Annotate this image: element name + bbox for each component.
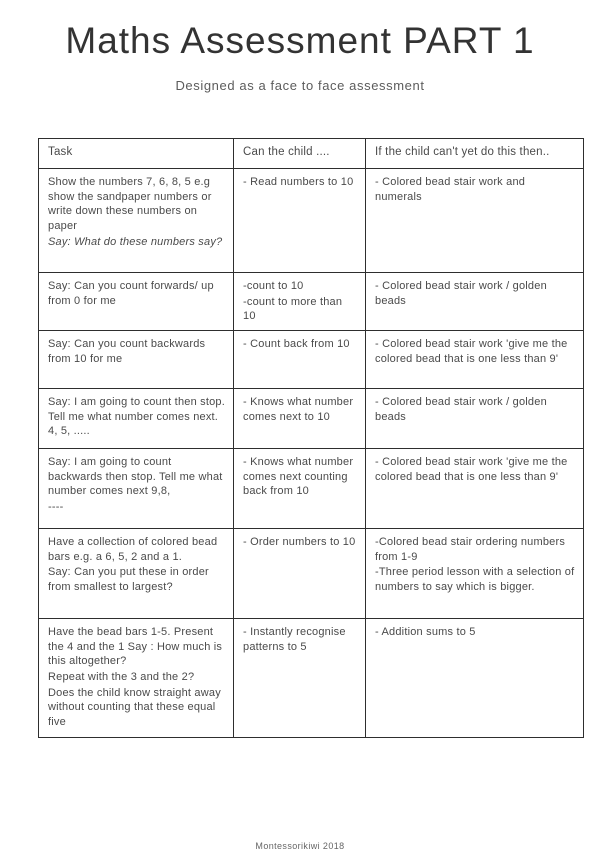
can-text: - Knows what number comes next counting back from 10: [243, 456, 354, 498]
task-say-text: Say: What do these numbers say?: [48, 235, 223, 248]
task-text: Say: Can you put these in order from smallest to largest?: [48, 566, 209, 593]
can-text: - Read numbers to 10: [243, 176, 354, 188]
then-text: - Colored bead stair work and numerals: [375, 176, 526, 203]
then-text: - Colored bead stair work / golden beads: [375, 280, 547, 307]
task-cell: [39, 273, 234, 331]
table-row: [39, 169, 584, 273]
can-cell: [234, 389, 366, 449]
then-cell: [366, 331, 584, 389]
header-can-the-child: Can the child ....: [234, 139, 366, 169]
then-text: - Colored bead stair work 'give me the colored bead that is one less than 9': [375, 456, 568, 483]
can-cell: [234, 169, 366, 273]
task-text: Does the child know straight away without counting that these equal five: [48, 686, 221, 728]
can-text: - Count back from 10: [243, 338, 350, 350]
can-cell: [234, 331, 366, 389]
can-text: - Order numbers to 10: [243, 536, 356, 548]
header-if-cant: If the child can't yet do this then..: [366, 139, 584, 169]
task-text: Show the numbers 7, 6, 8, 5 e.g show the sandpaper numbers or write down these numbers on paper: [48, 176, 212, 232]
table-row: [39, 449, 584, 529]
task-cell: [39, 449, 234, 529]
table-row: [39, 619, 584, 738]
then-text: - Colored bead stair work / golden beads: [375, 396, 547, 423]
can-cell: [234, 273, 366, 331]
can-cell: [234, 619, 366, 738]
task-text: Say: Can you count forwards/ up from 0 for me: [48, 280, 214, 307]
table-row: [39, 273, 584, 331]
can-cell: [234, 449, 366, 529]
can-text: -count to 10: [243, 280, 304, 292]
can-text: -count to more than 10: [243, 295, 343, 323]
then-text: - Addition sums to 5: [375, 626, 476, 638]
then-text: - Colored bead stair work 'give me the colored bead that is one less than 9': [375, 338, 568, 365]
then-cell: [366, 529, 584, 619]
task-text: ----: [48, 500, 64, 513]
table-row: [39, 529, 584, 619]
then-cell: [366, 619, 584, 738]
header-task: Task: [39, 139, 234, 169]
can-text: - Knows what number comes next to 10: [243, 396, 354, 423]
table-header-row: [39, 139, 584, 169]
then-cell: [366, 389, 584, 449]
task-cell: [39, 389, 234, 449]
page-subtitle: Designed as a face to face assessment: [175, 78, 425, 93]
task-text: Have the bead bars 1-5. Present the 4 and the 1 Say : How much is this altogether?: [48, 626, 223, 668]
task-cell: [39, 169, 234, 273]
then-cell: [366, 449, 584, 529]
task-text: Say: I am going to count backwards then stop. Tell me what number comes next 9,8,: [48, 456, 223, 498]
task-cell: [39, 331, 234, 389]
assessment-table: [38, 138, 584, 738]
can-text: - Instantly recognise patterns to 5: [243, 626, 346, 653]
then-text: -Three period lesson with a selection of numbers to say which is bigger.: [375, 566, 575, 593]
task-text: Say: I am going to count then stop. Tell me what number comes next. 4, 5, .....: [48, 396, 225, 438]
then-cell: [366, 169, 584, 273]
then-text: -Colored bead stair ordering numbers from 1-9: [375, 536, 566, 563]
table-row: [39, 389, 584, 449]
can-cell: [234, 529, 366, 619]
page-title: Maths Assessment PART 1: [65, 20, 535, 61]
footer-credit: Montessorikiwi 2018: [255, 841, 345, 851]
task-text: Repeat with the 3 and the 2?: [48, 670, 195, 683]
task-text: Have a collection of colored bead bars e.g. a 6, 5, 2 and a 1.: [48, 536, 218, 563]
table-row: [39, 331, 584, 389]
task-cell: [39, 529, 234, 619]
task-cell: [39, 619, 234, 738]
task-text: Say: Can you count backwards from 10 for me: [48, 338, 206, 365]
then-cell: [366, 273, 584, 331]
